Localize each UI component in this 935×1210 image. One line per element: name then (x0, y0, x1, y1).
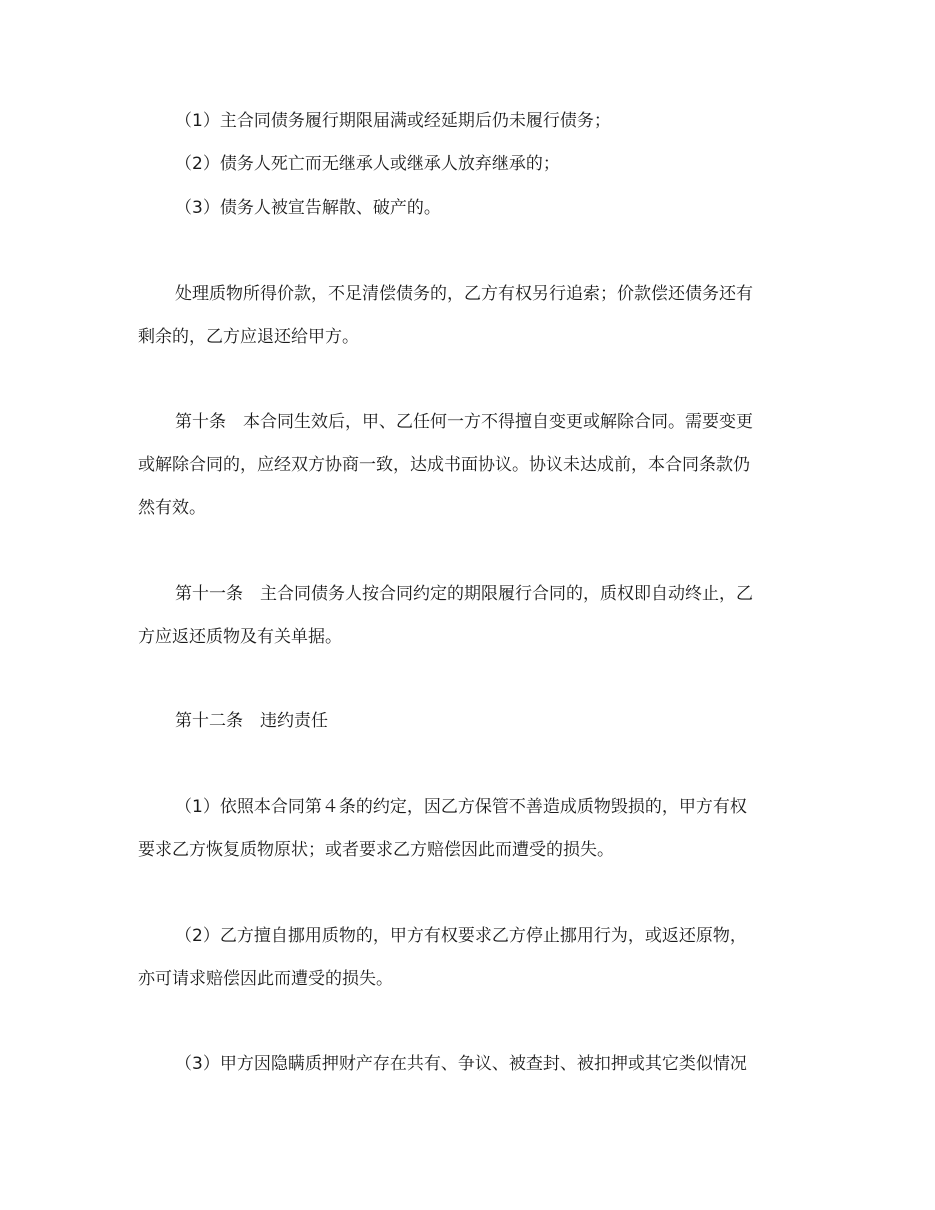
article-12-item2-line1: （2）乙方擅自挪用质物的，甲方有权要求乙方停止挪用行为，或返还原物， (175, 926, 747, 946)
article-12-item3-line1: （3）甲方因隐瞒质押财产存在共有、争议、被查封、被扣押或其它类似情况 (175, 1054, 747, 1074)
article-11-line1: 第十一条 主合同债务人按合同约定的期限履行合同的，质权即自动终止，乙 (175, 584, 753, 604)
list-item: （3）债务人被宣告解散、破产的。 (175, 198, 441, 218)
article-10-line1: 第十条 本合同生效后，甲、乙任何一方不得擅自变更或解除合同。需要变更 (175, 412, 753, 432)
article-11-line2: 方应返还质物及有关单据。 (138, 627, 342, 647)
list-item: （1）主合同债务履行期限届满或经延期后仍未履行债务； (175, 111, 611, 131)
paragraph-proceeds-line2: 剩余的，乙方应退还给甲方。 (138, 327, 359, 347)
article-12-item2-line2: 亦可请求赔偿因此而遭受的损失。 (138, 969, 393, 989)
list-item: （2）债务人死亡而无继承人或继承人放弃继承的； (175, 154, 560, 174)
article-12-item1-line1: （1）依照本合同第４条的约定，因乙方保管不善造成质物毁损的，甲方有权 (175, 797, 747, 817)
paragraph-proceeds-line1: 处理质物所得价款，不足清偿债务的，乙方有权另行追索；价款偿还债务还有 (175, 284, 753, 304)
article-10-line3: 然有效。 (138, 498, 206, 518)
article-12-item1-line2: 要求乙方恢复质物原状；或者要求乙方赔偿因此而遭受的损失。 (138, 840, 614, 860)
article-12-heading: 第十二条 违约责任 (175, 711, 328, 731)
article-10-line2: 或解除合同的，应经双方协商一致，达成书面协议。协议未达成前，本合同条款仍 (138, 455, 750, 475)
